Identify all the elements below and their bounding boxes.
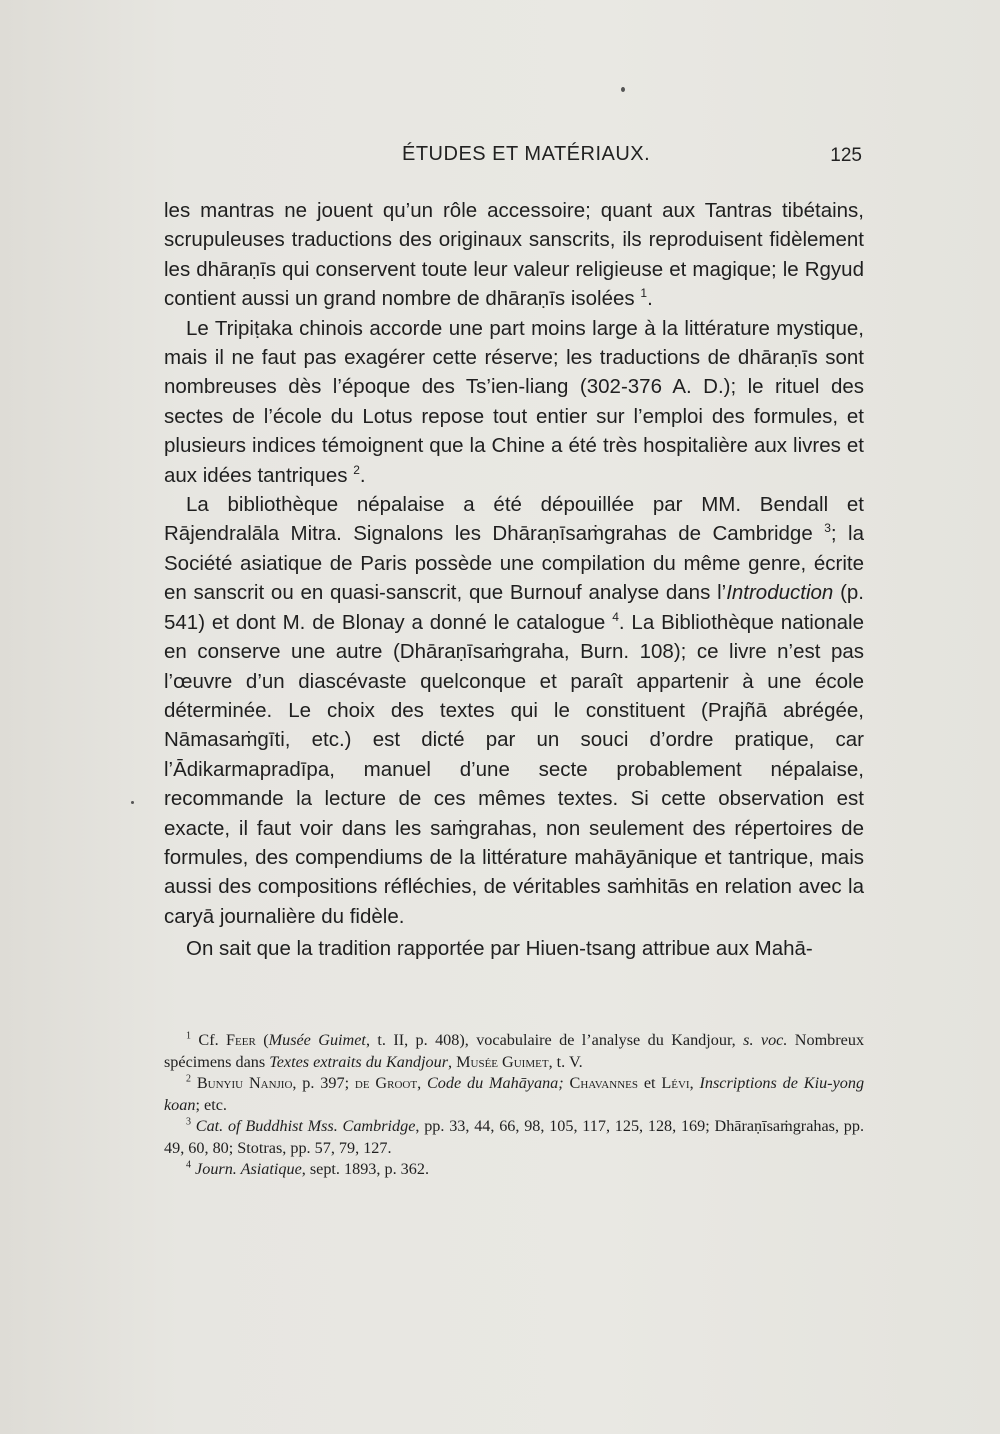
author-name: Bunyiu Nanjio [196,1074,293,1092]
author-name: Lévi [661,1074,690,1092]
italic-title: Journ. Asiatique [195,1160,302,1178]
footnote-text: , t. II, p. 408), vocabulaire de l’analyse du Kandjour, [365,1031,744,1049]
footnote-text: , [448,1052,457,1071]
footnote-mark: 2 [186,1073,191,1085]
footnote-text: , [417,1074,427,1092]
page-header [0,143,1000,177]
museum-name: Musée Guimet [456,1052,549,1071]
running-title: ÉTUDES ET MATÉRIAUX. [402,143,651,165]
author-name: de Groot [354,1074,418,1092]
footnote-text: , p. 397; [292,1074,355,1092]
paragraph [164,196,864,314]
page-number: 125 [830,145,862,166]
italic-title: Musée Guimet [268,1031,366,1049]
paragraph-text: . [647,287,653,311]
footnote-ref[interactable]: 4 [612,609,619,624]
paragraph-text: . La Bibliothèque nationale en conserve une autre (Dhāraṇīsaṁgraha, Burn. 108); ce livre n’est pas l’œuvre d’un diascévaste quelconque et paraît appartenir à une école déterminée. Le choix des textes qui le constituent (Prajñā abrégée, Nāmasaṁgīti, etc.) est dicté par un souci d’ordre pratique, car l’Ādikarmapradīpa, manuel d’une secte probablement népalaise, recommande la lecture de ces mêmes textes. Si cette observation est exacte, il faut voir dans les saṁgrahas, non seulement des répertoires de formules, des compendiums de la littérature mahāyānique et tantrique, mais aussi des compositions réfléchies, de véritables saṁhitās en relation avec la caryā journalière du fidèle. [164,610,865,928]
paragraph [164,314,864,490]
footnote-ref[interactable]: 2 [353,462,360,477]
italic-title: Code du Mahāyana; [426,1074,564,1092]
footnote-text: Cf. [198,1031,227,1049]
footnote-text: , pp. 33, 44, 66, 98, 105, 117, 125, 128, 169; Dhāraṇīsaṁgrahas, pp. 49, 60, 80; Stotras, pp. 57, 79, 127. [164,1117,865,1157]
footnote-text: et [637,1074,662,1092]
ink-speck [621,87,625,92]
footnote-text: , t. V. [548,1052,583,1071]
footnote [164,1116,864,1159]
paragraph-text: les mantras ne jouent qu’un rôle accessoire; quant aux Tantras tibétains, scrupuleuses traductions des originaux sanscrits, ils reproduisent fidèlement les dhāraṇīs qui conservent toute leur valeur religieuse et magique; le Rgyud contient aussi un grand nombre de dhāraṇīs isolées [164,199,864,311]
paragraph [164,490,864,931]
footnote-mark: 1 [186,1030,191,1042]
footnotes [164,1030,864,1181]
italic-title: Introduction [726,581,834,605]
paragraph-text: Le Tripiṭaka chinois accorde une part moins large à la littérature mystique, mais il ne faut pas exagérer cette réserve; les traductions de dhāraṇīs sont nombreuses dès l’époque des Ts’ien-liang (302-376 A. D.); le rituel des sectes de l’école du Lotus repose tout entier sur l’emploi des formules, et plusieurs indices témoignent que la Chine a été très hospitalière aux livres et aux idées tantriques [164,316,864,487]
italic-title: Inscriptions de Kiu-yong koan [164,1074,865,1114]
paragraph-text: ; la Société asiatique de Paris possède une compilation du même genre, écrite en sanscrit ou en quasi-sanscrit, que Burnouf analyse dans l’ [164,522,864,605]
footnote-mark: 4 [186,1159,191,1171]
footnote [164,1159,864,1181]
footnote [164,1030,864,1073]
footnote-text: Nombreux spécimens dans [164,1031,865,1071]
footnote-text: ( [255,1031,269,1049]
author-name: Chavannes [569,1074,638,1092]
paragraph-text: . [359,463,366,487]
italic-title: Cat. of Buddhist Mss. Cambridge [195,1117,416,1135]
footnote-ref[interactable]: 1 [640,286,648,301]
body-text [164,196,864,964]
footnote-text: ; etc. [195,1095,227,1114]
footnote-text: , sept. 1893, p. 362. [301,1160,430,1178]
footnote [164,1073,864,1116]
footnote-ref[interactable]: 3 [824,521,831,536]
paragraph-text: (p. 541) et dont M. de Blonay a donné le catalogue [164,581,864,634]
author-name: Feer [226,1031,256,1049]
italic-abbrev: s. voc. [743,1031,788,1049]
footnote-mark: 3 [186,1116,191,1128]
italic-title: Textes extraits du Kandjour [269,1052,449,1071]
paragraph [164,934,864,963]
ink-speck [131,801,134,804]
paragraph-text: La bibliothèque népalaise a été dépouillée par MM. Bendall et Rājendralāla Mitra. Signalons les Dhāraṇīsaṁgrahas de Cambridge [164,493,864,546]
footnote-text: , [689,1074,700,1092]
paragraph-text: On sait que la tradition rapportée par Hiuen-tsang attribue aux Mahā- [186,937,813,961]
